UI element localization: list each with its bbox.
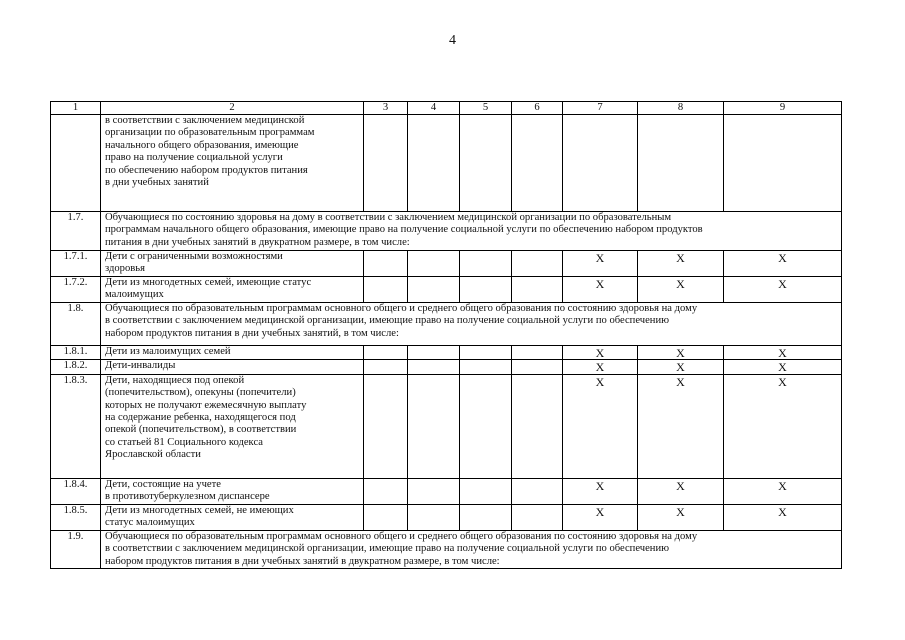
row-description bbox=[101, 346, 364, 360]
mark-cell bbox=[512, 277, 563, 303]
mark-value bbox=[464, 360, 507, 361]
row-description bbox=[101, 374, 364, 478]
header-cell: 6 bbox=[512, 102, 563, 115]
text-line: Дети с ограниченными возможностями bbox=[105, 251, 283, 262]
mark-cell bbox=[364, 360, 408, 374]
mark-cell bbox=[408, 374, 460, 478]
mark-cell bbox=[563, 251, 638, 277]
mark-value bbox=[368, 277, 403, 278]
text-line: Обучающиеся по образовательным программам основного общего и среднего общего образования по состоянию здоровья на дому bbox=[105, 303, 698, 314]
mark-value: X bbox=[778, 504, 787, 519]
text-line: Дети из малоимущих семей bbox=[105, 346, 231, 357]
mark-cell bbox=[408, 251, 460, 277]
header-cell: 5 bbox=[460, 102, 512, 115]
mark-value bbox=[464, 251, 507, 252]
mark-cell bbox=[364, 478, 408, 504]
table-row bbox=[51, 251, 842, 277]
mark-cell bbox=[460, 277, 512, 303]
section-description bbox=[101, 303, 842, 346]
table-row bbox=[51, 478, 842, 504]
text-line: Дети-инвалиды bbox=[105, 360, 176, 372]
mark-cell bbox=[724, 251, 842, 277]
row-description bbox=[101, 504, 364, 530]
mark-cell bbox=[512, 504, 563, 530]
mark-value: X bbox=[676, 504, 685, 519]
mark-cell bbox=[563, 374, 638, 478]
mark-value: X bbox=[778, 251, 787, 265]
text-line: на содержание ребенка, находящегося под bbox=[105, 412, 296, 424]
mark-value: X bbox=[676, 251, 685, 265]
mark-value bbox=[412, 251, 455, 252]
mark-value bbox=[368, 115, 403, 116]
mark-cell bbox=[724, 504, 842, 530]
table-row bbox=[51, 277, 842, 303]
text-line: Обучающиеся по образовательным программам основного общего и среднего общего образования по состоянию здоровья на дому bbox=[105, 530, 698, 542]
mark-value: X bbox=[595, 251, 605, 265]
mark-value bbox=[516, 277, 558, 278]
services-table bbox=[50, 101, 842, 569]
row-description bbox=[101, 115, 364, 212]
mark-value bbox=[516, 251, 558, 252]
mark-cell bbox=[512, 346, 563, 360]
text-line: здоровья bbox=[105, 263, 145, 275]
mark-value: X bbox=[778, 360, 787, 375]
mark-value: X bbox=[676, 374, 685, 389]
text-line: начального общего образования, имеющие bbox=[105, 139, 299, 151]
text-line: (попечительством), опекуны (попечители) bbox=[105, 387, 296, 399]
mark-value bbox=[412, 375, 455, 376]
mark-cell bbox=[638, 374, 724, 478]
mark-value bbox=[516, 360, 558, 361]
row-number: 1.9. bbox=[51, 530, 101, 568]
mark-value: X bbox=[595, 277, 605, 291]
mark-cell bbox=[364, 277, 408, 303]
table-row bbox=[51, 115, 842, 212]
text-line: в соответствии с заключением медицинской организации, имеющие право на получение социальной услуги по обеспечению bbox=[105, 543, 670, 555]
section-row bbox=[51, 212, 842, 251]
text-line: в дни учебных занятий bbox=[105, 177, 209, 189]
mark-value: X bbox=[676, 346, 685, 360]
text-line: в противотуберкулезном диспансере bbox=[105, 491, 270, 503]
mark-cell bbox=[408, 478, 460, 504]
table-row bbox=[51, 374, 842, 478]
row-description bbox=[101, 251, 364, 277]
text-line: со статьей 81 Социального кодекса bbox=[105, 436, 263, 448]
mark-cell bbox=[563, 504, 638, 530]
row-number: 1.8.3. bbox=[51, 374, 101, 478]
mark-cell bbox=[563, 346, 638, 360]
mark-value bbox=[368, 479, 403, 480]
header-cell: 2 bbox=[101, 102, 364, 115]
text-line: набором продуктов питания в дни учебных занятий, в том числе: bbox=[105, 327, 399, 339]
row-description bbox=[101, 360, 364, 374]
mark-value: X bbox=[595, 504, 605, 519]
mark-cell bbox=[408, 346, 460, 360]
mark-cell bbox=[724, 277, 842, 303]
mark-value bbox=[412, 277, 455, 278]
mark-cell bbox=[460, 115, 512, 212]
mark-cell bbox=[408, 504, 460, 530]
mark-value: X bbox=[595, 346, 605, 360]
mark-cell bbox=[364, 251, 408, 277]
header-cell: 1 bbox=[51, 102, 101, 115]
section-description bbox=[101, 212, 842, 251]
mark-cell bbox=[460, 251, 512, 277]
mark-value bbox=[642, 115, 719, 116]
text-line: в соответствии с заключением медицинской bbox=[105, 115, 305, 126]
mark-value: X bbox=[676, 478, 685, 493]
mark-cell bbox=[408, 360, 460, 374]
mark-cell bbox=[460, 374, 512, 478]
header-cell: 4 bbox=[408, 102, 460, 115]
mark-value bbox=[368, 346, 403, 347]
mark-value: X bbox=[778, 346, 787, 360]
mark-value bbox=[516, 346, 558, 347]
row-number: 1.8.1. bbox=[51, 346, 101, 360]
mark-cell bbox=[724, 346, 842, 360]
mark-cell bbox=[563, 115, 638, 212]
mark-cell bbox=[724, 115, 842, 212]
mark-value bbox=[464, 375, 507, 376]
mark-cell bbox=[638, 504, 724, 530]
mark-value: X bbox=[595, 478, 605, 493]
row-number: 1.8.4. bbox=[51, 478, 101, 504]
mark-value: X bbox=[778, 277, 787, 291]
section-row bbox=[51, 303, 842, 346]
text-line: организации по образовательным программам bbox=[105, 127, 315, 139]
text-line: набором продуктов питания в дни учебных занятий в двукратном размере, в том числе: bbox=[105, 555, 500, 567]
header-cell: 9 bbox=[724, 102, 842, 115]
mark-cell bbox=[408, 277, 460, 303]
text-line: Дети, находящиеся под опекой bbox=[105, 374, 245, 386]
mark-value bbox=[516, 505, 558, 506]
table-row bbox=[51, 360, 842, 374]
text-line: Дети, состоящие на учете bbox=[105, 478, 221, 490]
section-description bbox=[101, 530, 842, 568]
mark-value: X bbox=[676, 360, 685, 375]
mark-value bbox=[464, 277, 507, 278]
header-row bbox=[51, 102, 842, 115]
mark-cell bbox=[460, 504, 512, 530]
text-line: питания в дни учебных занятий в двукратном размере, в том числе: bbox=[105, 236, 410, 248]
mark-cell bbox=[364, 346, 408, 360]
text-line: Дети из многодетных семей, имеющие статус bbox=[105, 277, 312, 288]
mark-cell bbox=[408, 115, 460, 212]
mark-value bbox=[412, 505, 455, 506]
mark-value bbox=[412, 346, 455, 347]
row-number bbox=[51, 115, 101, 212]
row-number: 1.8. bbox=[51, 303, 101, 346]
mark-cell bbox=[512, 115, 563, 212]
page-number: 4 bbox=[449, 33, 456, 48]
mark-value bbox=[516, 375, 558, 376]
header-cell: 3 bbox=[364, 102, 408, 115]
header-cell: 8 bbox=[638, 102, 724, 115]
mark-value bbox=[368, 251, 403, 252]
row-number: 1.8.5. bbox=[51, 504, 101, 530]
mark-cell bbox=[724, 360, 842, 374]
text-line: по обеспечению набором продуктов питания bbox=[105, 164, 308, 176]
mark-value: X bbox=[778, 374, 787, 389]
mark-cell bbox=[724, 374, 842, 478]
text-line: малоимущих bbox=[105, 289, 164, 301]
mark-value: X bbox=[778, 478, 787, 493]
text-line: Ярославской области bbox=[105, 449, 201, 461]
text-line: Дети из многодетных семей, не имеющих bbox=[105, 504, 294, 516]
mark-value: X bbox=[595, 374, 605, 389]
row-number: 1.7.2. bbox=[51, 277, 101, 303]
table-row bbox=[51, 504, 842, 530]
mark-cell bbox=[364, 504, 408, 530]
row-description bbox=[101, 277, 364, 303]
mark-cell bbox=[638, 360, 724, 374]
mark-cell bbox=[638, 115, 724, 212]
row-number: 1.8.2. bbox=[51, 360, 101, 374]
mark-cell bbox=[563, 277, 638, 303]
mark-cell bbox=[638, 478, 724, 504]
text-line: Обучающиеся по состоянию здоровья на дому в соответствии с заключением медицинской организации по образовательным bbox=[105, 212, 672, 223]
text-line: статус малоимущих bbox=[105, 517, 195, 529]
text-line: право на получение социальной услуги bbox=[105, 152, 283, 164]
mark-cell bbox=[460, 346, 512, 360]
mark-value bbox=[368, 375, 403, 376]
mark-value bbox=[516, 479, 558, 480]
mark-cell bbox=[563, 478, 638, 504]
mark-value bbox=[728, 115, 837, 116]
mark-cell bbox=[460, 478, 512, 504]
mark-cell bbox=[364, 374, 408, 478]
mark-cell bbox=[563, 360, 638, 374]
row-number: 1.7. bbox=[51, 212, 101, 251]
mark-cell bbox=[512, 251, 563, 277]
mark-value bbox=[464, 346, 507, 347]
mark-value: X bbox=[676, 277, 685, 291]
mark-cell bbox=[460, 360, 512, 374]
text-line: в соответствии с заключением медицинской организации, имеющие право на получение социальной услуги по обеспечению bbox=[105, 315, 670, 327]
text-line: программам начального общего образования, имеющие право на получение социальной услуги по обеспечению набором продуктов bbox=[105, 224, 703, 236]
mark-value bbox=[412, 360, 455, 361]
text-line: опекой (попечительством), в соответствии bbox=[105, 424, 297, 436]
mark-value bbox=[464, 479, 507, 480]
text-line: которых не получают ежемесячную выплату bbox=[105, 399, 307, 411]
mark-value: X bbox=[595, 360, 605, 375]
mark-cell bbox=[638, 277, 724, 303]
mark-cell bbox=[638, 251, 724, 277]
mark-cell bbox=[364, 115, 408, 212]
mark-value bbox=[516, 115, 558, 116]
row-description bbox=[101, 478, 364, 504]
mark-value bbox=[464, 505, 507, 506]
row-number: 1.7.1. bbox=[51, 251, 101, 277]
table-row bbox=[51, 346, 842, 360]
mark-value bbox=[567, 115, 633, 116]
mark-value bbox=[368, 360, 403, 361]
section-row bbox=[51, 530, 842, 568]
mark-cell bbox=[512, 374, 563, 478]
mark-value bbox=[464, 115, 507, 116]
mark-cell bbox=[724, 478, 842, 504]
mark-value bbox=[412, 115, 455, 116]
mark-value bbox=[368, 505, 403, 506]
header-cell: 7 bbox=[563, 102, 638, 115]
mark-cell bbox=[512, 478, 563, 504]
mark-cell bbox=[638, 346, 724, 360]
mark-value bbox=[412, 479, 455, 480]
mark-cell bbox=[512, 360, 563, 374]
